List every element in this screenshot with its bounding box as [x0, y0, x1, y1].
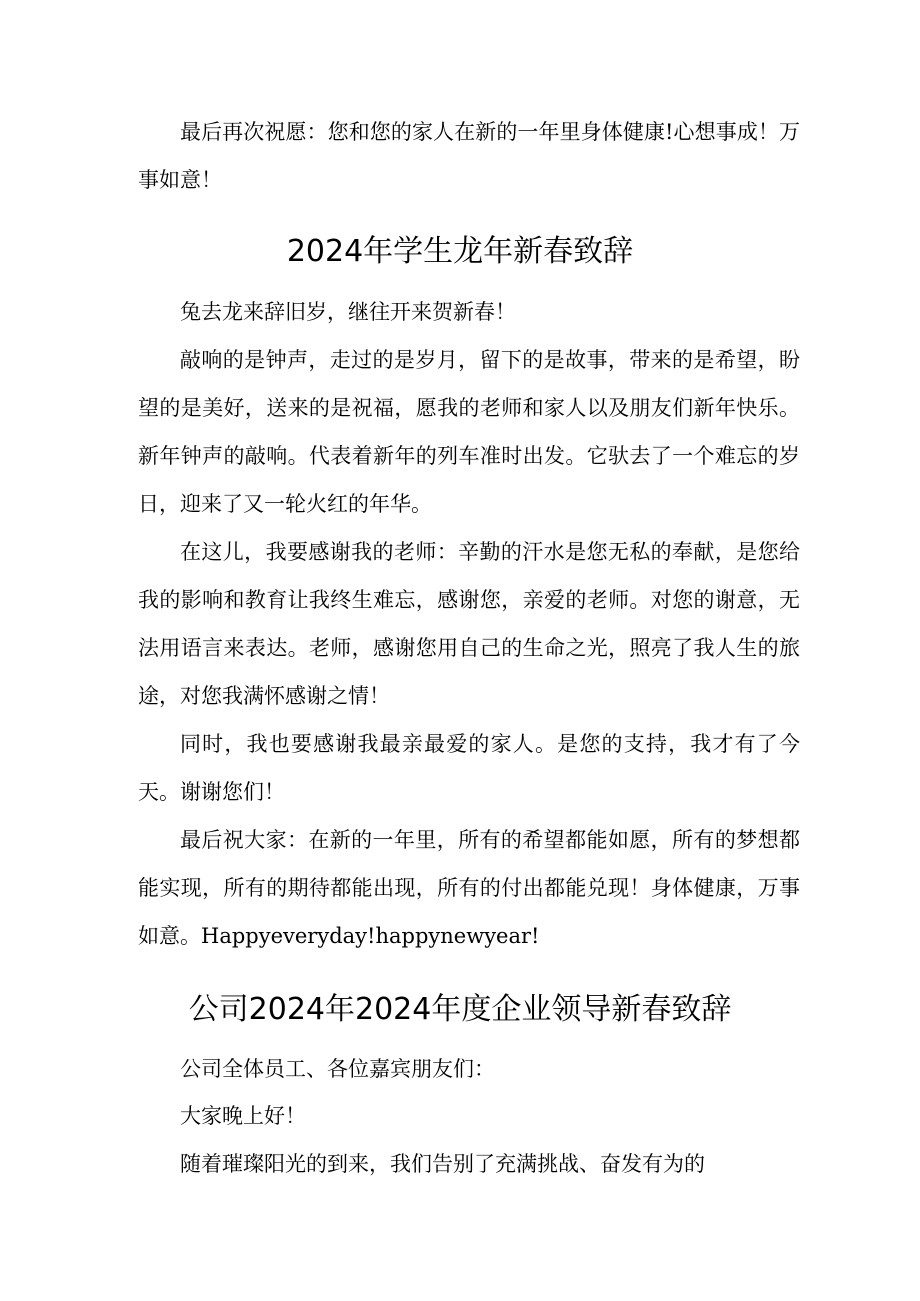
closing-wishes-paragraph: 最后再次祝愿：您和您的家人在新的一年里身体健康!心想事成！万事如意！ — [138, 120, 800, 192]
company-speech-title: 公司2024年2024年度企业领导新春致辞 — [188, 992, 732, 1027]
student-speech-paragraph-1: 兔去龙来辞旧岁，继往开来贺新春！ — [180, 300, 516, 324]
student-speech-paragraph-2: 敲响的是钟声，走过的是岁月，留下的是故事，带来的是希望，盼望的是美好，送来的是祝福，愿我的老师和家人以及朋友们新年快乐。新年钟声的敲响。代表着新年的列车准时出发。它驮去了一个难忘的岁日，迎来了又一轮火红的年华。 — [138, 348, 800, 516]
student-speech-title: 2024年学生龙年新春致辞 — [286, 234, 634, 269]
student-speech-paragraph-4: 同时，我也要感谢我最亲最爱的家人。是您的支持，我才有了今天。谢谢您们！ — [138, 732, 800, 804]
student-speech-paragraph-5: 最后祝大家：在新的一年里，所有的希望都能如愿，所有的梦想都能实现，所有的期待都能出现，所有的付出都能兑现！身体健康，万事如意。Happyeveryday!happynewyear! — [138, 828, 800, 948]
company-speech-paragraph-3: 随着璀璨阳光的到来，我们告别了充满挑战、奋发有为的 — [180, 1152, 705, 1176]
student-speech-paragraph-3: 在这儿，我要感谢我的老师：辛勤的汗水是您无私的奉献，是您给我的影响和教育让我终生难忘，感谢您，亲爱的老师。对您的谢意，无法用语言来表达。老师，感谢您用自己的生命之光，照亮了我人生的旅途，对您我满怀感谢之情！ — [138, 540, 800, 708]
company-speech-paragraph-1: 公司全体员工、各位嘉宾朋友们： — [180, 1057, 495, 1081]
company-speech-paragraph-2: 大家晚上好！ — [180, 1104, 306, 1128]
